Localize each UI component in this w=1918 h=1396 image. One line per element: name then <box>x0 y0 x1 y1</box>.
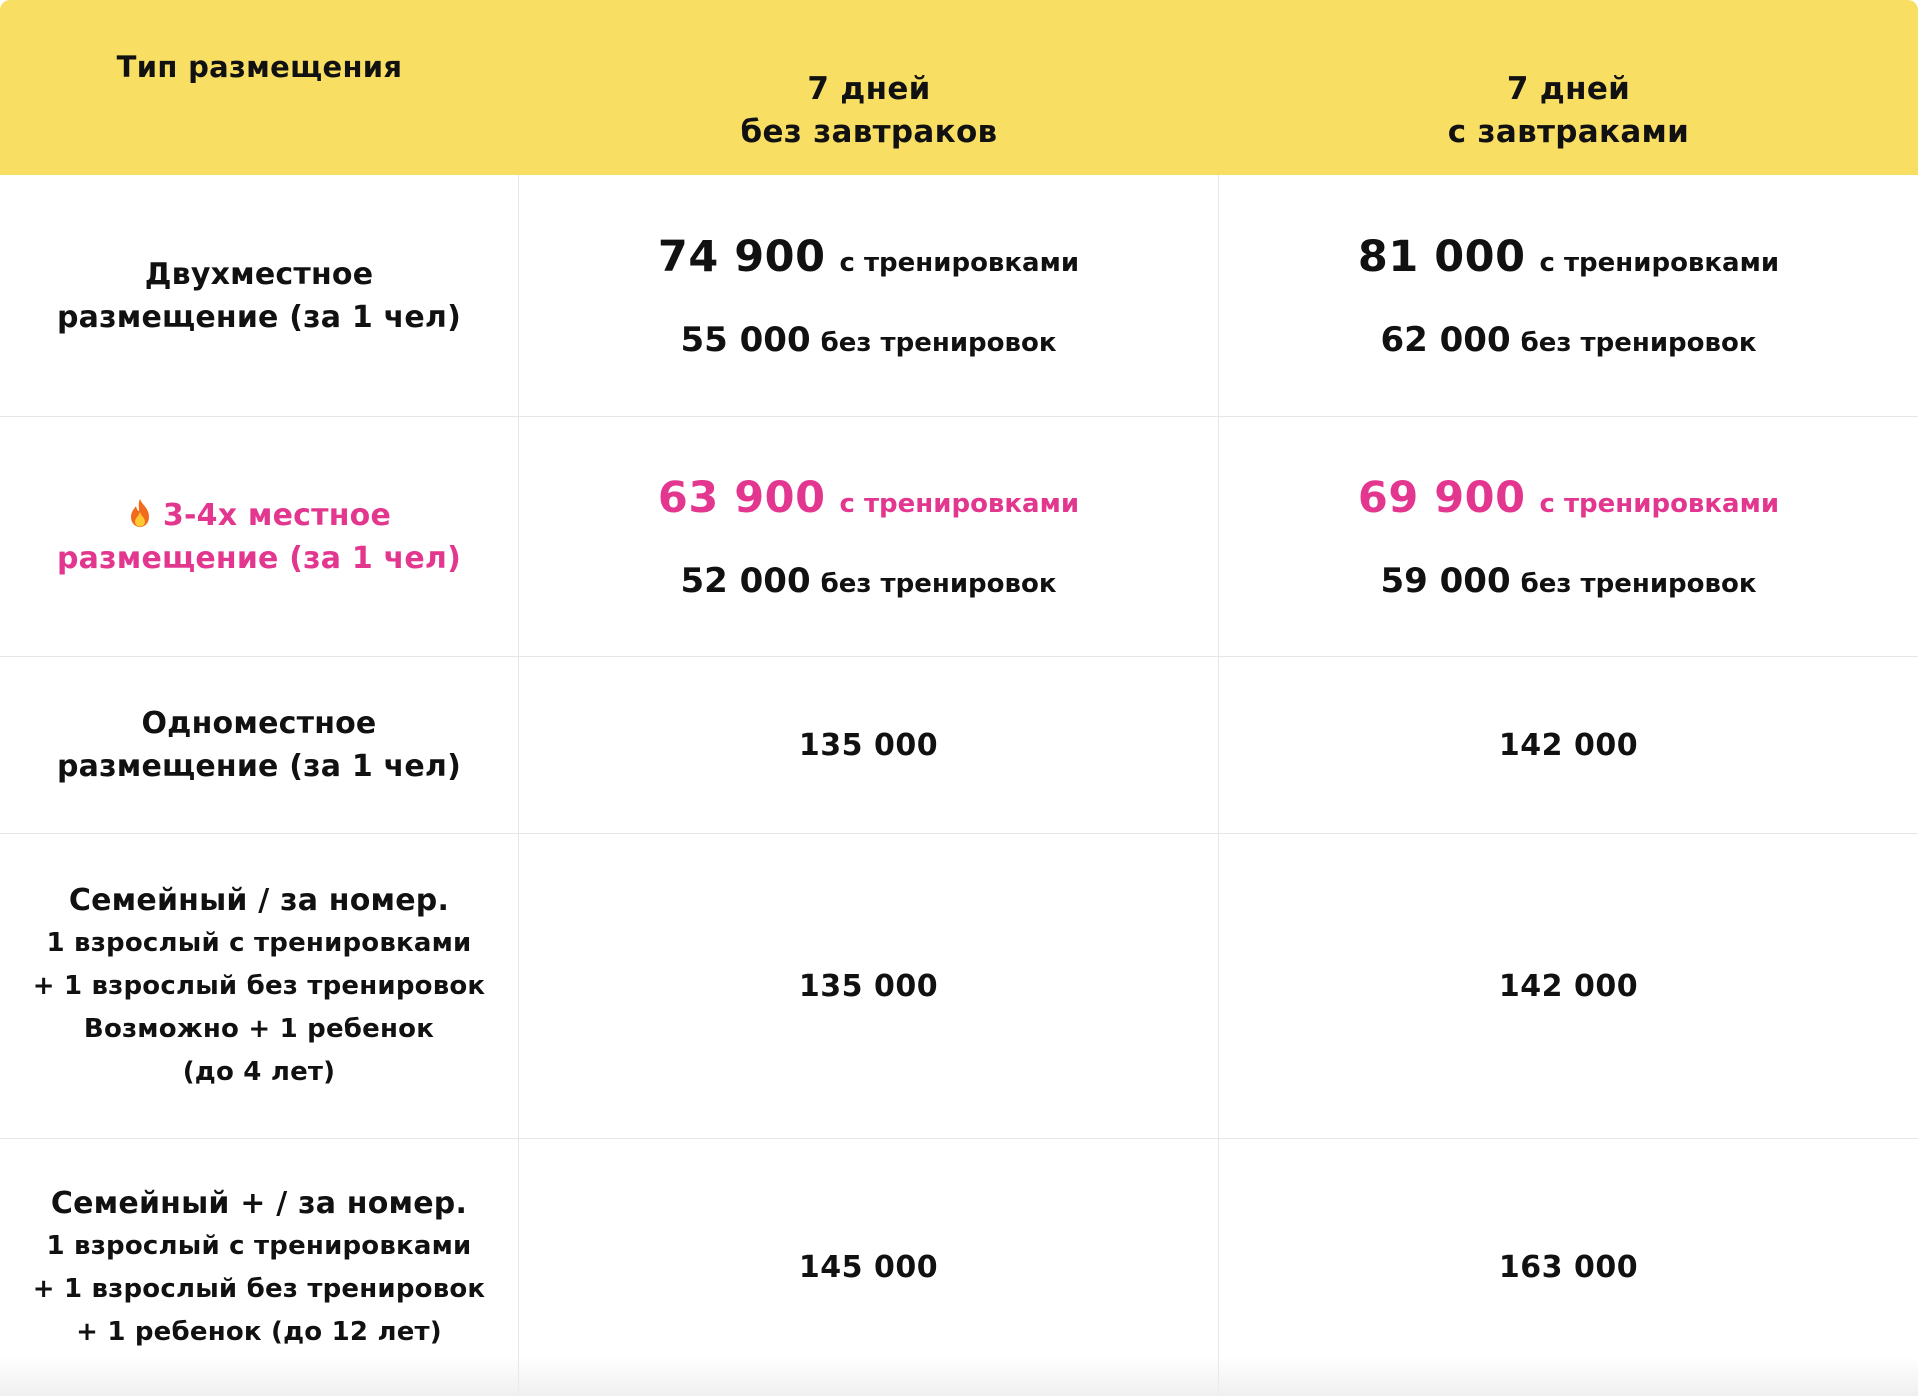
price-label: без тренировок <box>820 327 1057 358</box>
row-family-plus-with-breakfast-cell <box>1219 1139 1918 1396</box>
price-with-training <box>658 473 1079 523</box>
row-multi-no-breakfast-cell <box>519 417 1219 657</box>
price-without-training <box>680 561 1056 601</box>
row-family-with-breakfast-cell <box>1219 834 1918 1139</box>
row-family-detail: 1 взрослый с тренировками <box>46 927 472 958</box>
price-value: 69 900 <box>1357 472 1526 523</box>
price-label: без тренировок <box>820 568 1057 599</box>
price-without-training <box>1380 561 1756 601</box>
header-with-breakfast-label: с завтраками <box>1447 114 1690 150</box>
row-single-name-line2: размещение (за 1 чел) <box>56 749 462 784</box>
header-no-breakfast-label: без завтраков <box>740 114 998 150</box>
price-value: 135 000 <box>798 727 939 763</box>
row-double-name-line2: размещение (за 1 чел) <box>56 299 462 335</box>
price-label: без тренировок <box>1520 568 1757 599</box>
header-with-breakfast-days: 7 дней <box>1506 71 1631 107</box>
row-family-no-breakfast-cell <box>519 834 1219 1139</box>
price-with-training <box>1358 232 1779 282</box>
row-single-name-cell <box>0 657 519 834</box>
row-multi-name <box>57 494 461 580</box>
row-family-name-line1: Семейный / за номер. <box>68 882 450 918</box>
price-with-training <box>658 232 1079 282</box>
row-double-no-breakfast-cell <box>519 175 1219 417</box>
price-value: 81 000 <box>1357 231 1526 282</box>
header-type-label: Тип размещения <box>116 50 403 84</box>
row-multi-with-breakfast-cell <box>1219 417 1918 657</box>
price-without-training <box>1380 320 1756 360</box>
row-multi-name-cell <box>0 417 519 657</box>
row-family-plus-name-line1: Семейный + / за номер. <box>50 1185 468 1221</box>
header-no-breakfast-days: 7 дней <box>807 71 931 107</box>
price-without-training <box>680 320 1056 360</box>
price-value: 52 000 <box>680 560 811 601</box>
row-family-plus-detail: 1 взрослый с тренировками <box>46 1230 472 1261</box>
price-value: 62 000 <box>1380 319 1511 360</box>
row-family-plus-detail: + 1 взрослый без тренировок <box>32 1273 486 1304</box>
price-value: 74 900 <box>657 231 826 282</box>
row-family-plus-detail: + 1 ребенок (до 12 лет) <box>76 1316 442 1347</box>
row-family-detail: + 1 взрослый без тренировок <box>32 970 486 1001</box>
row-family-detail: Возможно + 1 ребенок <box>83 1013 435 1044</box>
row-family-detail: (до 4 лет) <box>182 1056 336 1087</box>
row-single-name <box>57 702 461 788</box>
row-double-name-line1: Двухместное <box>144 256 374 292</box>
row-double-with-breakfast-cell <box>1219 175 1918 417</box>
price-value: 135 000 <box>798 968 939 1004</box>
price-value: 142 000 <box>1498 727 1639 763</box>
row-family-name-cell <box>0 834 519 1139</box>
row-single-no-breakfast-cell <box>519 657 1219 834</box>
row-multi-name-line1: 3-4х местное <box>162 497 392 533</box>
price-label: без тренировок <box>1520 327 1757 358</box>
price-value: 145 000 <box>798 1250 939 1285</box>
price-value: 163 000 <box>1498 1250 1639 1285</box>
price-label: с тренировками <box>1539 247 1780 278</box>
header-type-cell <box>0 0 519 175</box>
price-value: 55 000 <box>680 319 811 360</box>
fire-icon <box>127 497 153 527</box>
row-single-with-breakfast-cell <box>1219 657 1918 834</box>
price-value: 63 900 <box>657 472 826 523</box>
row-single-name-line1: Одноместное <box>141 706 377 741</box>
header-with-breakfast-cell <box>1219 0 1918 175</box>
price-label: с тренировками <box>1539 488 1780 519</box>
row-double-name <box>57 253 461 339</box>
row-multi-name-line2: размещение (за 1 чел) <box>56 540 462 576</box>
header-no-breakfast-cell <box>519 0 1219 175</box>
row-family-name <box>33 879 486 1094</box>
row-family-plus-name <box>33 1182 486 1354</box>
row-family-plus-no-breakfast-cell <box>519 1139 1219 1396</box>
price-value: 142 000 <box>1498 968 1639 1004</box>
price-value: 59 000 <box>1380 560 1511 601</box>
price-with-training <box>1358 473 1779 523</box>
row-family-plus-name-cell <box>0 1139 519 1396</box>
price-label: с тренировками <box>839 247 1080 278</box>
row-double-name-cell <box>0 175 519 417</box>
price-label: с тренировками <box>839 488 1080 519</box>
